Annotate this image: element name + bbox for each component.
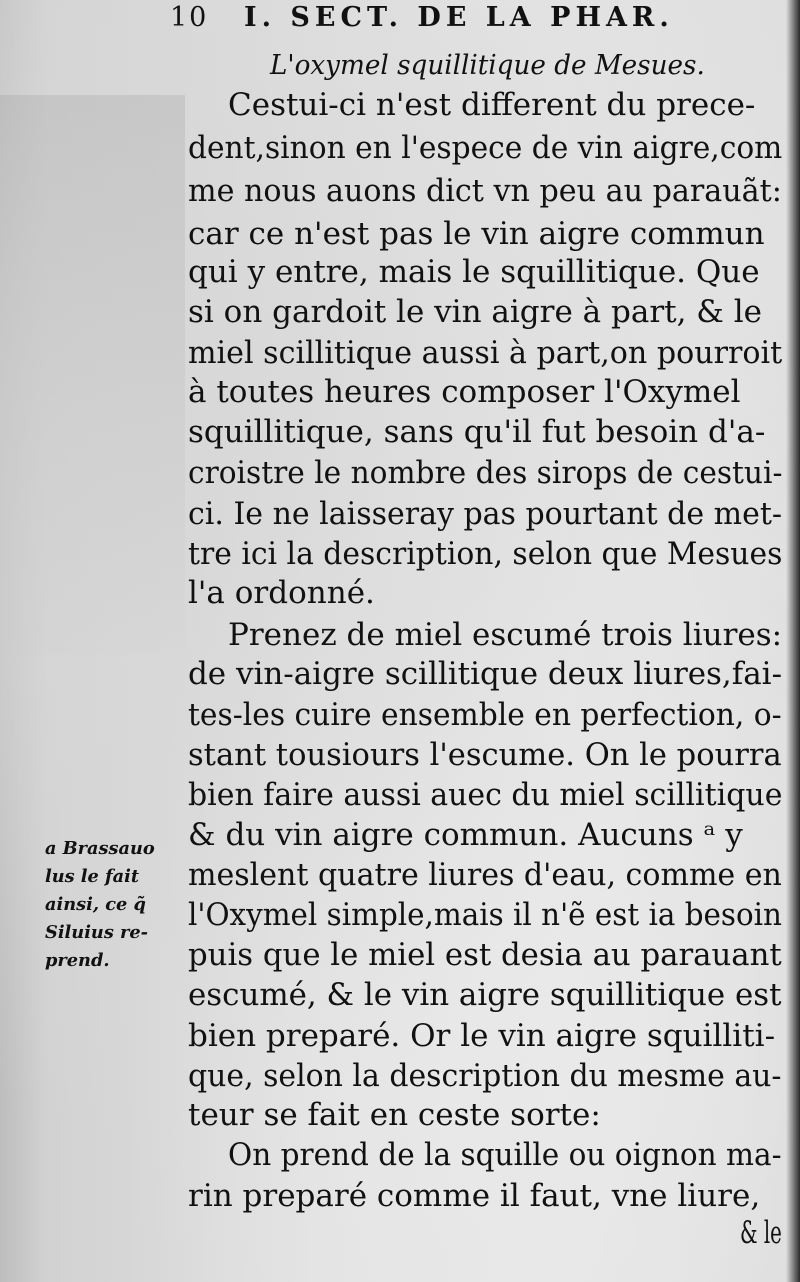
margin-note-line: a Brassauo	[45, 838, 155, 859]
margin-note-line: Siluius re-	[45, 922, 149, 943]
section-title: L'oxymel squillitique de Mesues.	[270, 50, 705, 81]
margin-note-line: prend.	[45, 950, 110, 971]
text-line: l'a ordonné.	[188, 575, 375, 611]
text-line: si on gardoit le vin aigre à part, & le	[188, 294, 763, 330]
text-line: & le	[740, 1215, 782, 1251]
text-line: Prenez de miel escumé trois liures:	[228, 617, 783, 653]
text-line: rin preparé comme il faut, vne liure,	[188, 1178, 761, 1214]
text-line: qui y entre, mais le squillitique. Que	[188, 254, 760, 290]
text-line: bien faire aussi auec du miel scillitique	[188, 777, 783, 813]
text-line: On prend de la squille ou oignon ma-	[228, 1137, 782, 1173]
text-line: bien preparé. Or le vin aigre squilliti-	[188, 1018, 776, 1054]
text-line: stant tousiours l'escume. On le pourra	[188, 737, 782, 773]
margin-note-line: lus le fait	[45, 866, 140, 887]
text-line: escumé, & le vin aigre squillitique est	[188, 977, 782, 1013]
text-line: dent,sinon en l'espece de vin aigre,com	[188, 130, 783, 166]
text-line: de vin-aigre scillitique deux liures,fai-	[188, 656, 783, 692]
text-line: puis que le miel est desia au parauant	[188, 937, 782, 973]
text-line: meslent quatre liures d'eau, comme en	[188, 857, 782, 893]
text-line: tes-les cuire ensemble en perfection, o-	[188, 697, 782, 733]
page-edge-shadow	[786, 0, 800, 1282]
text-line: tre ici la description, selon que Mesues	[188, 536, 783, 572]
text-line: Cestui-ci n'est different du prece-	[228, 87, 756, 123]
margin-note-line: ainsi, ce q̃	[45, 894, 146, 915]
text-line: à toutes heures composer l'Oxymel	[188, 374, 741, 410]
text-line: teur se fait en ceste sorte:	[188, 1097, 601, 1133]
margin-note	[45, 835, 185, 975]
text-line: car ce n'est pas le vin aigre commun	[188, 216, 765, 252]
text-line: croistre le nombre des sirops de cestui-	[188, 455, 783, 491]
paper-stain	[0, 95, 185, 655]
running-title: I. SECT. DE LA PHAR.	[244, 2, 674, 33]
text-line: l'Oxymel simple,mais il n'ẽ est ia besoin	[188, 897, 782, 933]
page-number: 10	[170, 2, 209, 33]
text-line: me nous auons dict vn peu au parauãt:	[188, 173, 782, 209]
text-line: miel scillitique aussi à part,on pourroit	[188, 335, 783, 371]
text-line: squillitique, sans qu'il fut besoin d'a-	[188, 414, 766, 450]
text-line: & du vin aigre commun. Aucuns ᵃ y	[188, 817, 743, 853]
text-line: que, selon la description du mesme au-	[188, 1058, 782, 1094]
running-header	[170, 0, 730, 40]
text-line: ci. Ie ne laisseray pas pourtant de met-	[188, 496, 783, 532]
